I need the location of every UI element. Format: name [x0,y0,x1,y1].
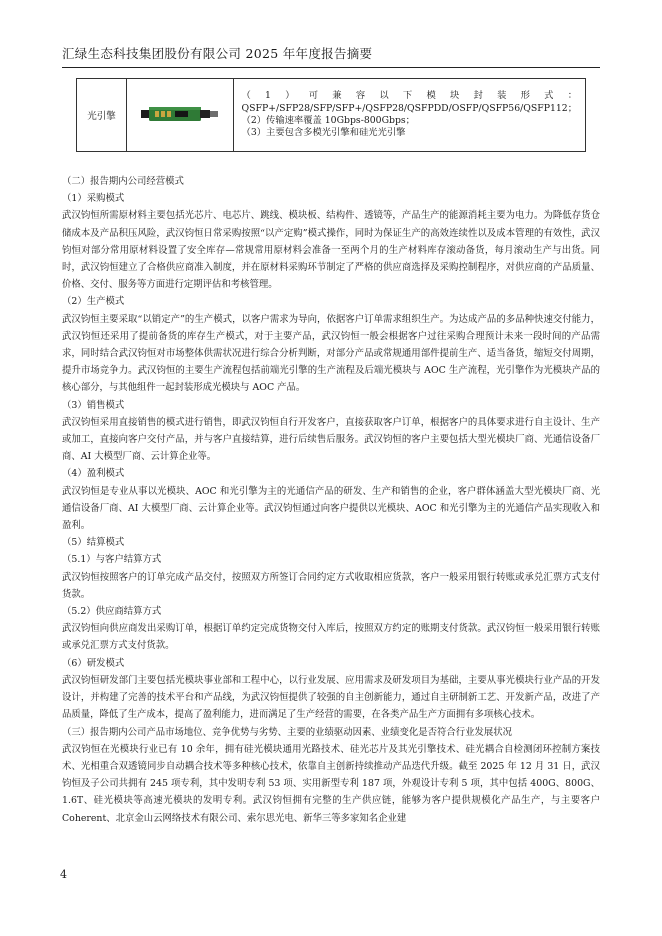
subsection-heading: （2）生产模式 [62,296,125,308]
desc-line: （2）传输速率覆盖 10Gbps-800Gbps； [241,115,415,126]
subsection-heading: （4）盈利模式 [62,468,125,480]
paragraph: 武汉钧恒在光模块行业已有 10 余年，拥有硅光模块通用光路技术、硅光芯片及其光引擎技术、硅光耦合自检测闭环控制方案技术、光相重合双透镜同步自动耦合技术等多种核心技术，依靠自主创新持续推动产品迭代升级。截至 2025 年 12 月 31 日，武汉钧恒及子公司共拥有 245 项专利，其中发明专利 53 项、实用新型专利 187 项，外观设计专利 5 项，其中包括 400G、800G、1.6T、硅光模块等高速光模块的发明专利。武汉钧恒拥有完整的生产供应链，能够为客户提供规模化产品生产，与主要客户 Coherent、北京金山云网络技术有限公司、索尔思光电、新华三等多家知名企业建 [62,743,600,824]
product-name-cell: 光引擎 [77,79,127,152]
subsection-heading: （5）结算模式 [62,537,125,549]
paragraph: 武汉钧恒按照客户的订单完成产品交付，按照双方所签订合同约定方式收取相应货款，客户一般采用银行转账或承兑汇票方式支付货款。 [62,571,600,600]
subsection-heading: （5.2）供应商结算方式 [62,606,162,618]
desc-line: （1）可兼容以下模块封装形式：QSFP+/SFP28/SFP/SFP+/QSFP28/QSFPDD/OSFP/QSFP56/QSFP112； [241,90,577,114]
report-body [62,173,600,827]
paragraph: 武汉钧恒采用直接销售的模式进行销售，即武汉钧恒自行开发客户，直接获取客户订单，根据客户的具体要求进行自主设计、生产或加工，直接向客户交付产品，并与客户直接结算，进行后续售后服务。武汉钧恒的客户主要包括大型光模块厂商、光通信设备厂商、AI 大模型厂商、云计算企业等。 [62,416,600,463]
desc-line: （3）主要包含多模光引擎和硅光光引擎 [241,127,406,139]
product-table [76,78,586,152]
product-description-cell [233,79,585,152]
subsection-heading: （3）销售模式 [62,399,125,411]
paragraph: 武汉钧恒向供应商发出采购订单，根据订单约定完成货物交付入库后，按照双方约定的账期支付货款。武汉钧恒一般采用银行转账或承兑汇票方式支付货款。 [62,623,600,652]
paragraph: 武汉钧恒是专业从事以光模块、AOC 和光引擎为主的光通信产品的研发、生产和销售的企业，客户群体涵盖大型光模块厂商、光通信设备厂商、AI 大模型厂商、云计算企业等。武汉钧恒通过向客户提供以光模块、AOC 和光引擎为主的光通信产品实现收入和盈利。 [62,485,600,532]
paragraph: 武汉钧恒主要采取“以销定产”的生产模式，以客户需求为导向，依据客户订单需求组织生产。为达成产品的多品种快速交付能力，武汉钧恒还采用了提前备货的库存生产模式，对于主要产品，武汉钧恒一般会根据客户过往采购合理预计未来一段时间的产品需求，同时结合武汉钧恒对市场整体供需状况进行综合分析判断，对部分产品或常规通用部件提前生产、适当备货，缩短交付周期，提升市场竞争力。武汉钧恒的主要生产流程包括前端光引擎的生产流程及后端光模块与 AOC 生产流程，光引擎作为光模块产品的核心部分，与其他组件一起封装形成光模块与 AOC 产品。 [62,313,600,394]
page-number: 4 [60,868,67,881]
paragraph: 武汉钧恒研发部门主要包括光模块事业部和工程中心，以行业发展、应用需求及研发项目为基础，主要从事光模块行业产品的开发设计，并构建了完善的技术平台和产品线，为武汉钧恒提供了较强的自主创新能力，通过自主研制新工艺、开发新产品，改进了产品质量，降低了生产成本，提高了盈利能力，进而满足了生产经营的需要，在各类产品生产方面拥有多项核心技术。 [62,674,600,721]
section-heading: （二）报告期内公司经营模式 [62,176,184,187]
subsection-heading: （6）研发模式 [62,657,125,669]
subsection-heading: （5.1）与客户结算方式 [62,554,162,566]
subsection-heading: （1）采购模式 [62,193,125,205]
table-row [77,79,586,152]
product-image-cell [127,79,233,152]
section-heading: （三）报告期内公司产品市场地位、竞争优势与劣势、主要的业绩驱动因素、业绩变化是否符合行业发展状况 [62,726,513,738]
report-header: 汇绿生态科技集团股份有限公司 2025 年年度报告摘要 [62,44,600,68]
paragraph: 武汉钧恒所需原材料主要包括光芯片、电芯片、跳线、模块板、结构件、透镜等，产品生产的能源消耗主要为电力。为降低存货仓储成本及产品积压风险，武汉钧恒日常采购按照“以产定购”模式操作，同时为保证生产的高效连续性以及成本管理的有效性，武汉钧恒对部分常用原材料设置了安全库存—常规常用原材料会准备一至两个月的生产材料库存滚动备货，每月滚动生产与出货。同时，武汉钧恒建立了合格供应商准入制度，并在原材料采购环节制定了严格的供应商选择及采购控制程序，对供应商的产品质量、价格、交付、服务等方面进行定期评估和考核管理。 [62,210,600,291]
optical-engine-module-icon [140,103,220,125]
